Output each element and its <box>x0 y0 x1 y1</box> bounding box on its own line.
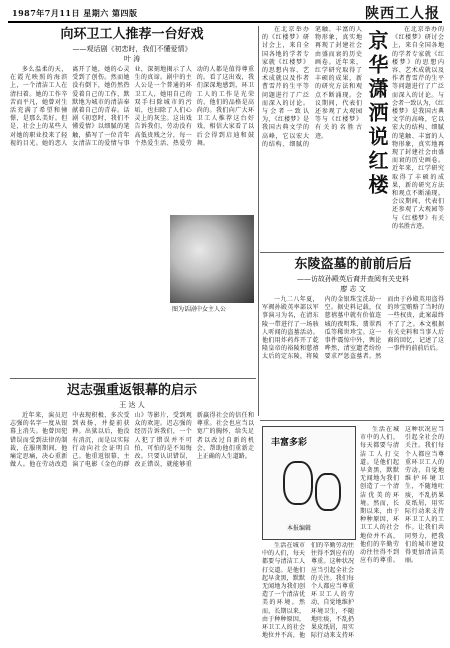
cartoon-caption: 本报编辑 <box>287 525 312 532</box>
cartoon-title: 丰富多彩 <box>271 438 308 448</box>
article-sanitation <box>360 426 444 644</box>
section-divider <box>10 378 256 379</box>
section-divider <box>260 252 444 253</box>
article-title: 东陵盗墓的前前后后 <box>294 257 412 272</box>
article-drama-review <box>10 26 254 376</box>
section-divider <box>260 420 444 421</box>
article-author: 叶 涛 <box>123 55 141 63</box>
photo-caption: 图为话剧中女主人公 <box>172 306 227 313</box>
article-body: 近年来，演员迟志强的名字一度从银幕上消失。他曾因犯错误而受到法律的制裁，在服刑期间，他痛定思痛，决心重新做人。他在劳动改造中表现积极，多次受到表扬，并提前获释。出狱以后，他没有消沉，而是以实际行动向社会证明自己。他重返银幕，主演了电影《金色的群山》等影片，受到观众的欢迎。迟志强的经历告诉我们，一个人犯了错误并不可怕，可怕的是不知悔改。只要认识错误，改正错误，就能够重新赢得社会的信任和尊重。社会也应当以宽广的胸怀，给失足者以改过自新的机会，帮助他们重新走上正确的人生道路。 <box>10 412 254 469</box>
article-body: 在北京举办的《红楼梦》研讨会上，来自全国各地的学者专家就《红楼梦》的思想内容、艺术成就以及作者曹雪芹的生平等问题进行了广泛而深入的讨论。与会者一致认为，《红楼梦》是我国古典文学的高峰，它以宏大的结构、细腻的笔触、丰富的人物形象，真实地再现了封建社会由盛而衰的历史画卷。近年来，红学研究取得了丰硕的成果，新的研究方法和观点不断涌现。会议期间，代表们还参观了大观园等与《红楼梦》有关的名胜古迹。 <box>262 26 362 148</box>
article-body-cont: 生活在城市中的人们，每天都要与清洁工人打交道。是他们起早贪黑，默默无闻地为我们创造了一个清洁优美的环境。然而，长期以来，由于种种原因，环卫工人的社会地位并不高，他们的辛勤劳动往往得不到应有的尊重。这种状况应当引起全社会的关注。我们每个人都应当尊重环卫工人的劳动，自觉地维护环境卫生，不随地吐痰，不乱扔果皮纸屑，用实际行动来支持环 <box>262 542 354 640</box>
article-body-cont: 在北京举办的《红楼梦》研讨会上，来自全国各地的学者专家就《红楼梦》的思想内容、艺术成就以及作者曹雪芹的生平等问题进行了广泛而深入的讨论。与会者一致认为，《红楼梦》是我国古典文学的高峰，它以宏大的结构、细腻的笔触、丰富的人物形象，真实地再现了封建社会由盛而衰的历史画卷。近年来，红学研究取得了丰硕的成果，新的研究方法和观点不断涌现。会议期间，代表们还参观了大观园等与《红楼梦》有关的名胜古迹。 <box>392 26 444 230</box>
article-subtitle: ——观话剧《初恋时，我们不懂爱情》 <box>72 45 192 53</box>
column-divider <box>258 26 259 416</box>
article-body: 一九二八年夏，军阀孙殿英率部以军事演习为名，在清东陵一带进行了一场骇人听闻的盗墓活动。他们用炸药炸开了乾隆皇帝的裕陵和慈禧太后的定东陵，将陵内的金银珠宝洗劫一空。据史料记载，仅慈禧墓中就有价值连城的夜明珠、翡翠西瓜等稀世珍宝。这一事件震惊中外，舆论哗然，清室遗老纷纷要求严惩盗墓者。然而由于孙殿英用盗得的珍宝贿赂了当时的一些权贵，此案最终不了了之。本文根据有关史料和当事人后裔的回忆，记述了这一事件的前前后后。 <box>262 296 444 361</box>
article-red-mansions-cont <box>392 26 444 248</box>
newspaper-name: 陕西工人报 <box>365 6 440 22</box>
article-title: 迟志强重返银幕的启示 <box>66 383 197 398</box>
article-body: 多么温柔的天，在霞光映照的海滨上，一个清洁工人在清扫着。她的工作辛苦而平凡，她曾对生活充满了希望和憧憬，是那么美好。但是，社会上的某些人对她的职业投来了轻视的目光。她的恋人离开了她，她的心灵受到了创伤。然而她没有倒下，她仍然热爱着自己的工作，默默地为城市的清洁奉献着自己的青春。话剧《初恋时，我们不懂爱情》以细腻的笔触，描写了一位青年女清洁工的爱情与事业，深刻地揭示了人生的真谛。剧中的主人公是一个普通的环卫工人，她用自己的双手扫除城市的污垢，也扫除了人们心灵上的灰尘。这出戏告诉我们，劳动没有高低贵贱之分，每一个热爱生活、热爱劳动的人都是值得尊重的。看了这出戏，我们深深地感到，环卫工人的工作是光荣的，他们的品格是高尚的。我们向广大环卫工人推荐这台好戏，相信大家看了以后会得到启迪和鼓舞。 <box>10 66 254 147</box>
stage-photo <box>170 215 254 303</box>
article-subtitle: ——访故孙殿英后裔并查阅有关史料 <box>297 275 409 283</box>
cartoon-figure <box>315 473 341 511</box>
cartoon-figure <box>283 461 313 505</box>
cartoon-panel <box>262 426 356 540</box>
vertical-title: 京华潇洒说红楼 <box>365 30 389 198</box>
issue-date: 1987年7月11日 星期六 第四版 <box>12 8 138 18</box>
article-actor-return <box>10 382 254 644</box>
article-author: 廖 志 文 <box>340 285 366 293</box>
masthead <box>8 5 442 23</box>
article-sanitation-bottom <box>262 542 354 644</box>
article-tomb-raid <box>262 256 444 416</box>
article-title: 向环卫工人推荐一台好戏 <box>60 27 204 42</box>
article-body: 生活在城市中的人们，每天都要与清洁工人打交道。是他们起早贪黑，默默无闻地为我们创造了一个清洁优美的环境。然而，长期以来，由于种种原因，环卫工人的社会地位并不高，他们的辛勤劳动往往得不到应有的尊重。这种状况应当引起全社会的关注。我们每个人都应当尊重环卫工人的劳动，自觉地维护环境卫生，不随地吐痰，不乱扔果皮纸屑，用实际行动来支持环卫工人的工作。让我们共同努力，把我们的城市建设得更加清洁美丽。 <box>360 426 444 565</box>
article-author: 王 达 人 <box>119 401 145 409</box>
